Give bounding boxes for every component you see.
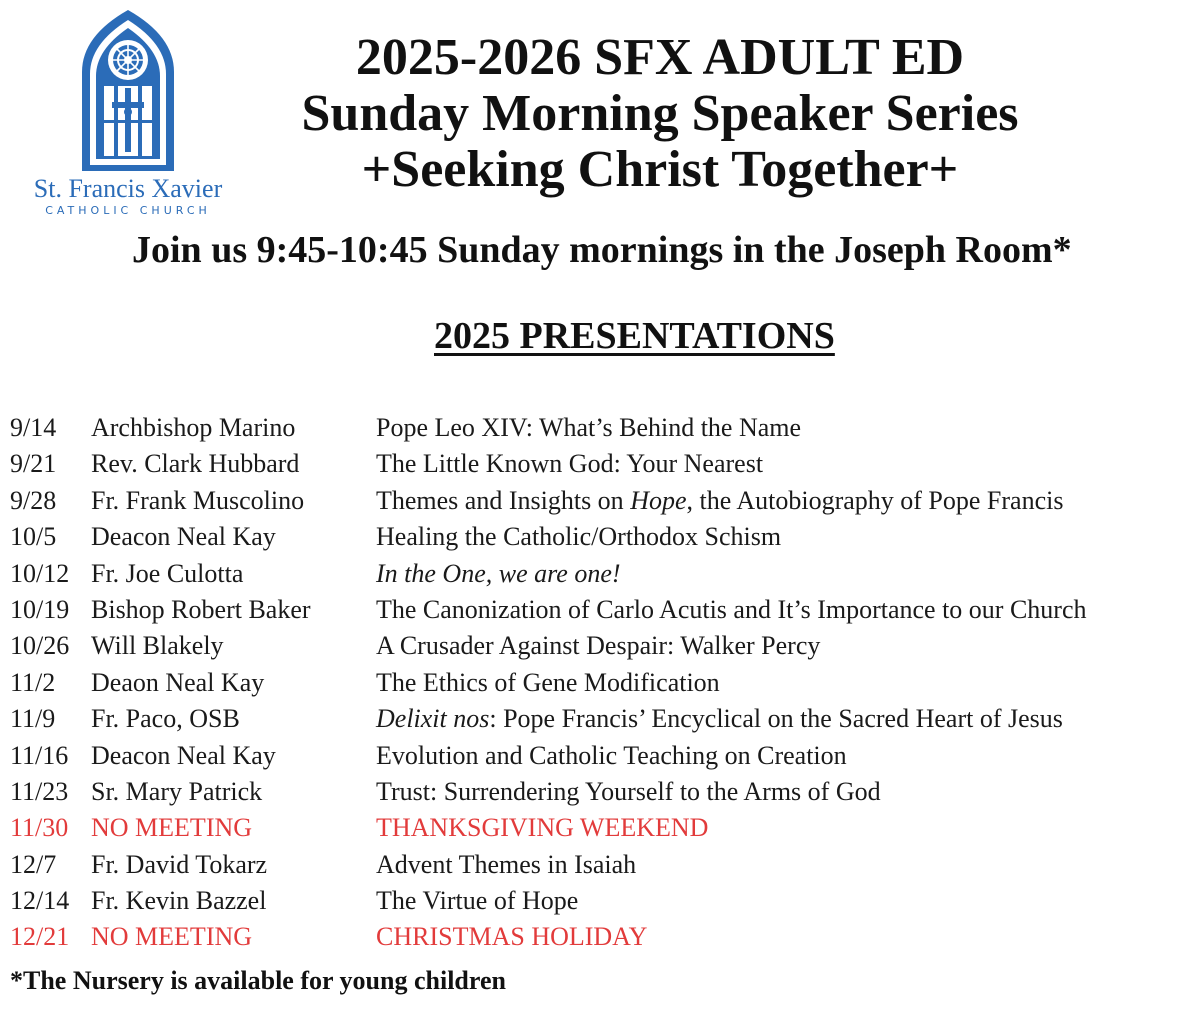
schedule-speaker: Fr. Paco, OSB bbox=[91, 704, 240, 734]
schedule-topic: The Little Known God: Your Nearest bbox=[376, 449, 764, 479]
schedule-speaker: NO MEETING bbox=[91, 813, 253, 843]
schedule-topic: CHRISTMAS HOLIDAY bbox=[376, 922, 648, 952]
header-series: Sunday Morning Speaker Series bbox=[301, 85, 1019, 142]
schedule-speaker: Fr. David Tokarz bbox=[91, 849, 268, 879]
schedule-row bbox=[0, 592, 1200, 628]
schedule-date: 11/9 bbox=[10, 704, 56, 734]
schedule-speaker: Fr. Kevin Bazzel bbox=[91, 886, 267, 916]
church-name: St. Francis Xavier bbox=[33, 174, 223, 203]
schedule-topic: The Virtue of Hope bbox=[376, 886, 579, 916]
schedule-topic: The Ethics of Gene Modification bbox=[376, 667, 720, 697]
schedule-date: 11/16 bbox=[10, 740, 69, 770]
schedule-topic: Delixit nos: Pope Francis’ Encyclical on the Sacred Heart of Jesus bbox=[376, 704, 1063, 734]
church-subtitle: CATHOLIC CHURCH bbox=[45, 204, 211, 217]
schedule-row bbox=[0, 919, 1200, 955]
schedule-row bbox=[0, 774, 1200, 810]
schedule-list bbox=[0, 410, 1200, 956]
schedule-speaker: Rev. Clark Hubbard bbox=[91, 449, 300, 479]
schedule-speaker: Deaon Neal Kay bbox=[91, 667, 265, 697]
schedule-row bbox=[0, 628, 1200, 664]
schedule-date: 10/19 bbox=[10, 594, 70, 624]
header-title: 2025-2026 SFX ADULT ED bbox=[355, 29, 965, 86]
schedule-speaker: Deacon Neal Kay bbox=[91, 522, 276, 552]
schedule-date: 10/26 bbox=[10, 631, 70, 661]
schedule-topic: Themes and Insights on Hope, the Autobiography of Pope Francis bbox=[376, 485, 1064, 515]
schedule-date: 9/14 bbox=[10, 413, 57, 442]
header-theme: +Seeking Christ Together+ bbox=[361, 141, 959, 198]
schedule-topic: Advent Themes in Isaiah bbox=[376, 849, 637, 879]
schedule-row bbox=[0, 519, 1200, 555]
schedule-date: 12/7 bbox=[10, 849, 57, 879]
schedule-speaker: Fr. Frank Muscolino bbox=[91, 485, 305, 515]
schedule-date: 11/23 bbox=[10, 776, 69, 806]
schedule-topic: Trust: Surrendering Yourself to the Arms of God bbox=[376, 776, 881, 806]
schedule-speaker: Sr. Mary Patrick bbox=[91, 776, 263, 806]
schedule-date: 12/14 bbox=[10, 886, 70, 916]
schedule-speaker: Archbishop Marino bbox=[91, 413, 296, 442]
section-title: 2025 PRESENTATIONS bbox=[434, 315, 835, 357]
schedule-speaker: NO MEETING bbox=[91, 922, 253, 952]
schedule-date: 9/28 bbox=[10, 485, 57, 515]
schedule-speaker: Deacon Neal Kay bbox=[91, 740, 276, 770]
church-logo bbox=[22, 8, 234, 218]
schedule-row bbox=[0, 847, 1200, 883]
schedule-topic: Pope Leo XIV: What’s Behind the Name bbox=[376, 413, 802, 442]
schedule-date: 11/2 bbox=[10, 667, 56, 697]
schedule-speaker: Bishop Robert Baker bbox=[91, 594, 311, 624]
nursery-footnote: *The Nursery is available for young children bbox=[10, 966, 506, 995]
schedule-topic: In the One, we are one! bbox=[376, 558, 621, 588]
schedule-date: 9/21 bbox=[10, 449, 57, 479]
schedule-row bbox=[0, 410, 1200, 446]
schedule-date: 10/12 bbox=[10, 558, 70, 588]
schedule-row bbox=[0, 665, 1200, 701]
schedule-date: 11/30 bbox=[10, 813, 69, 843]
schedule-date: 10/5 bbox=[10, 522, 57, 552]
schedule-speaker: Will Blakely bbox=[91, 631, 224, 661]
meeting-time-note: Join us 9:45-10:45 Sunday mornings in the Joseph Room* bbox=[132, 229, 1072, 271]
schedule-topic: The Canonization of Carlo Acutis and It’s Importance to our Church bbox=[376, 594, 1087, 624]
schedule-row bbox=[0, 883, 1200, 919]
schedule-row bbox=[0, 738, 1200, 774]
schedule-date: 12/21 bbox=[10, 922, 70, 952]
schedule-row bbox=[0, 483, 1200, 519]
schedule-topic: Evolution and Catholic Teaching on Creation bbox=[376, 740, 847, 770]
schedule-topic: A Crusader Against Despair: Walker Percy bbox=[376, 631, 821, 661]
schedule-row bbox=[0, 556, 1200, 592]
schedule-row bbox=[0, 810, 1200, 846]
schedule-row bbox=[0, 701, 1200, 737]
schedule-speaker: Fr. Joe Culotta bbox=[91, 558, 244, 588]
schedule-topic: THANKSGIVING WEEKEND bbox=[376, 813, 709, 843]
stained-glass-window-icon bbox=[78, 8, 178, 173]
schedule-row bbox=[0, 446, 1200, 482]
schedule-topic: Healing the Catholic/Orthodox Schism bbox=[376, 522, 782, 552]
